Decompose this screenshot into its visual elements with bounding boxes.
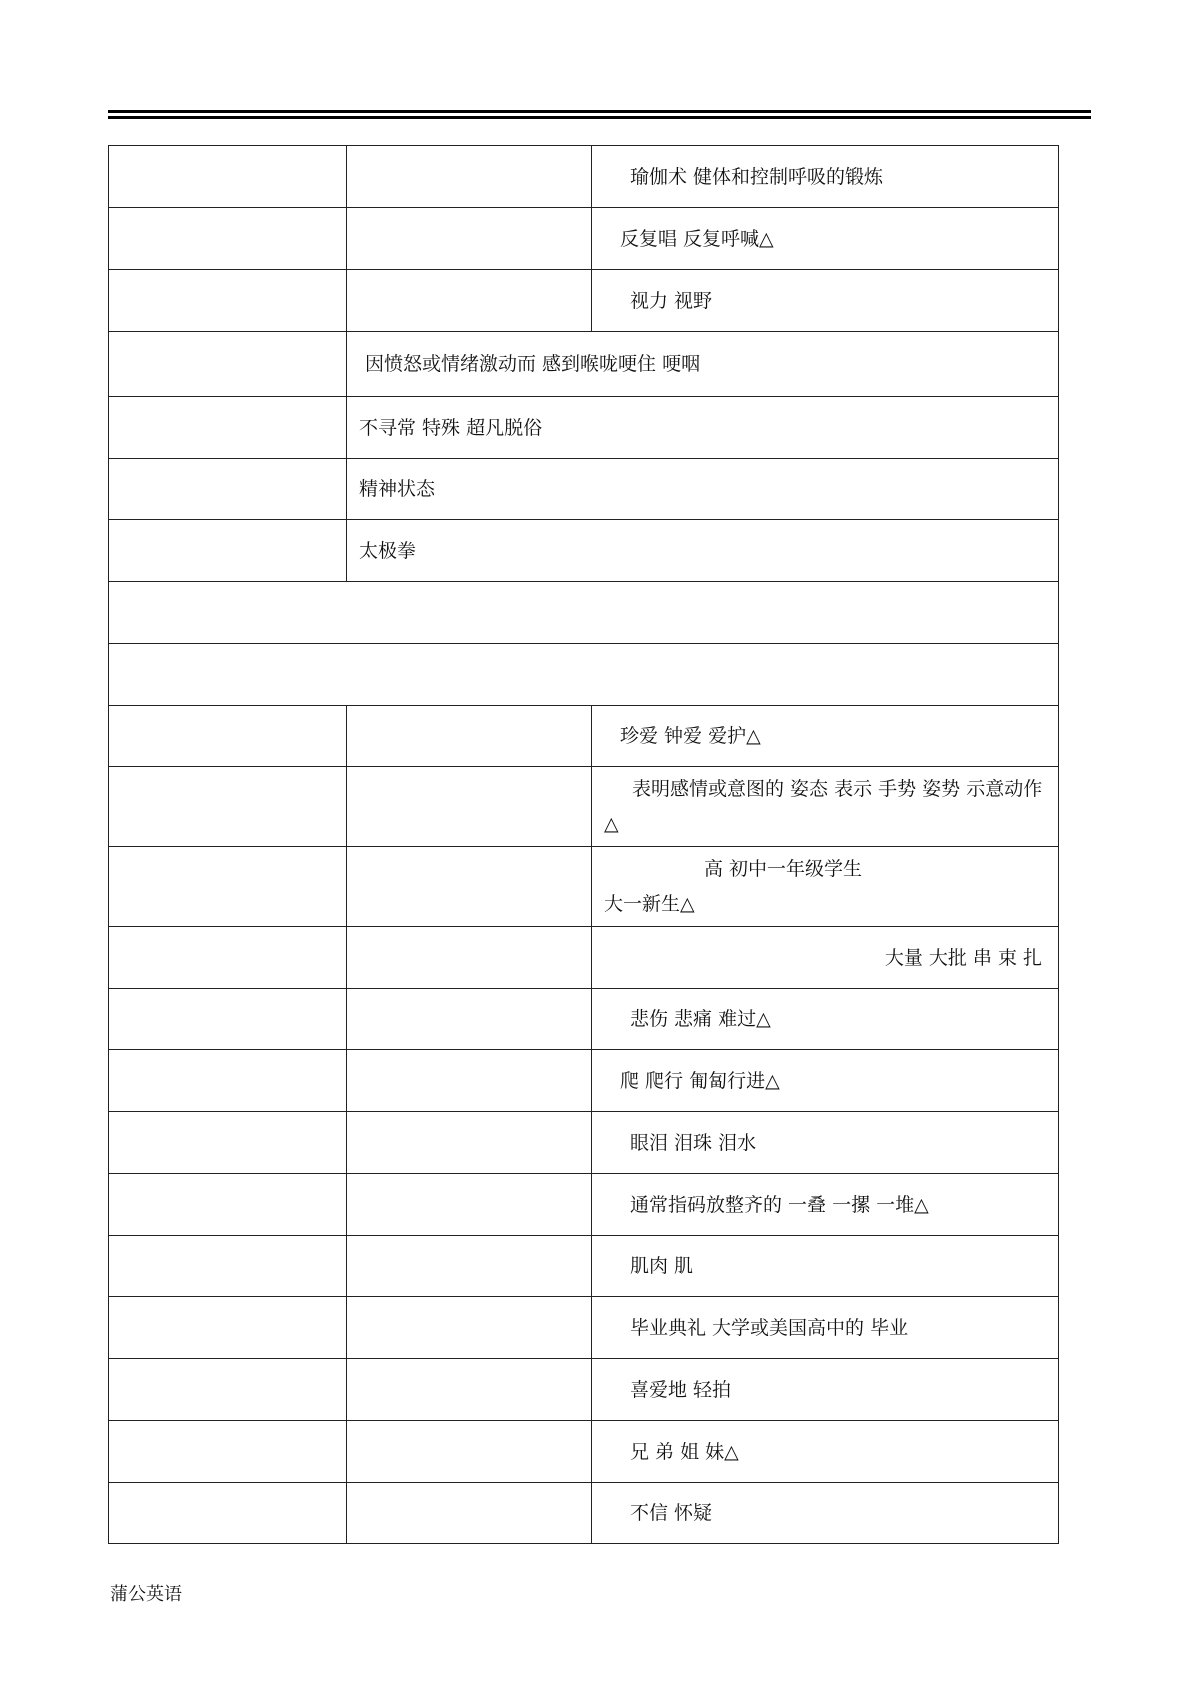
phonetic-cell [347,767,592,847]
header-rule-thin [108,116,1091,119]
phonetic-cell [347,1421,592,1483]
phonetic-cell [347,1174,592,1236]
meaning-cell: 瑜伽术 健体和控制呼吸的锻炼 [592,146,1059,208]
meaning-cell: 视力 视野 [592,270,1059,332]
phonetic-cell [347,270,592,332]
word-cell [109,927,347,989]
table-row [109,847,1059,927]
table-row [109,1359,1059,1421]
meaning-line: 高 初中一年级学生 [704,857,863,880]
phonetic-cell [347,1050,592,1112]
phonetic-cell [347,989,592,1050]
table-row [109,989,1059,1050]
meaning-cell: 毕业典礼 大学或美国高中的 毕业 [592,1297,1059,1359]
meaning-cell: 太极拳 [347,520,1059,582]
meaning-cell: 珍爱 钟爱 爱护△ [592,706,1059,767]
table-row [109,1112,1059,1174]
word-cell [109,1421,347,1483]
phonetic-cell [347,927,592,989]
table-row [109,1297,1059,1359]
meaning-cell: 反复唱 反复呼喊△ [592,208,1059,270]
phonetic-cell [347,1112,592,1174]
word-cell [109,989,347,1050]
word-cell [109,767,347,847]
word-cell [109,208,347,270]
phonetic-cell [347,1483,592,1544]
word-cell [109,520,347,582]
word-cell [109,146,347,208]
phonetic-cell [347,146,592,208]
word-cell [109,459,347,520]
word-cell [109,1050,347,1112]
word-cell [109,332,347,397]
phonetic-cell [347,706,592,767]
table-row [109,520,1059,582]
table-row [109,706,1059,767]
word-cell [109,270,347,332]
phonetic-cell [347,1236,592,1297]
phonetic-cell [347,847,592,927]
word-cell [109,1297,347,1359]
word-cell [109,847,347,927]
table-row [109,459,1059,520]
table-row [109,397,1059,459]
word-cell [109,1359,347,1421]
meaning-cell: 不寻常 特殊 超凡脱俗 [347,397,1059,459]
meaning-cell: 因愤怒或情绪激动而 感到喉咙哽住 哽咽 [347,332,1059,397]
meaning-cell: 眼泪 泪珠 泪水 [592,1112,1059,1174]
blank-cell [109,582,1059,644]
table-row-blank [109,582,1059,644]
meaning-cell: 喜爱地 轻拍 [592,1359,1059,1421]
table-row [109,270,1059,332]
blank-cell [109,644,1059,706]
table-row [109,1421,1059,1483]
word-cell [109,397,347,459]
word-cell [109,1483,347,1544]
table-row [109,927,1059,989]
meaning-cell: 表明感情或意图的 姿态 表示 手势 姿势 示意动作△ [592,767,1059,847]
meaning-cell: 肌肉 肌 [592,1236,1059,1297]
word-cell [109,1236,347,1297]
meaning-cell: 不信 怀疑 [592,1483,1059,1544]
table-row-blank [109,644,1059,706]
table-row [109,146,1059,208]
phonetic-cell [347,208,592,270]
meaning-cell: 悲伤 悲痛 难过△ [592,989,1059,1050]
meaning-line: 大一新生△ [604,892,695,915]
table-row [109,208,1059,270]
header-rule-thick [108,110,1091,113]
table-row [109,1483,1059,1544]
table-row [109,1174,1059,1236]
phonetic-cell [347,1297,592,1359]
word-cell [109,1174,347,1236]
word-cell [109,706,347,767]
meaning-cell: 大量 大批 串 束 扎 [592,927,1059,989]
meaning-cell: 通常指码放整齐的 一叠 一摞 一堆△ [592,1174,1059,1236]
meaning-cell: 兄 弟 姐 妹△ [592,1421,1059,1483]
meaning-cell: 爬 爬行 匍匐行进△ [592,1050,1059,1112]
table-row [109,332,1059,397]
table-row [109,767,1059,847]
footer-brand: 蒲公英语 [110,1584,182,1605]
word-cell [109,1112,347,1174]
table-row [109,1050,1059,1112]
meaning-cell [592,847,1059,927]
meaning-cell: 精神状态 [347,459,1059,520]
table-row [109,1236,1059,1297]
phonetic-cell [347,1359,592,1421]
vocabulary-table [108,145,1059,1544]
